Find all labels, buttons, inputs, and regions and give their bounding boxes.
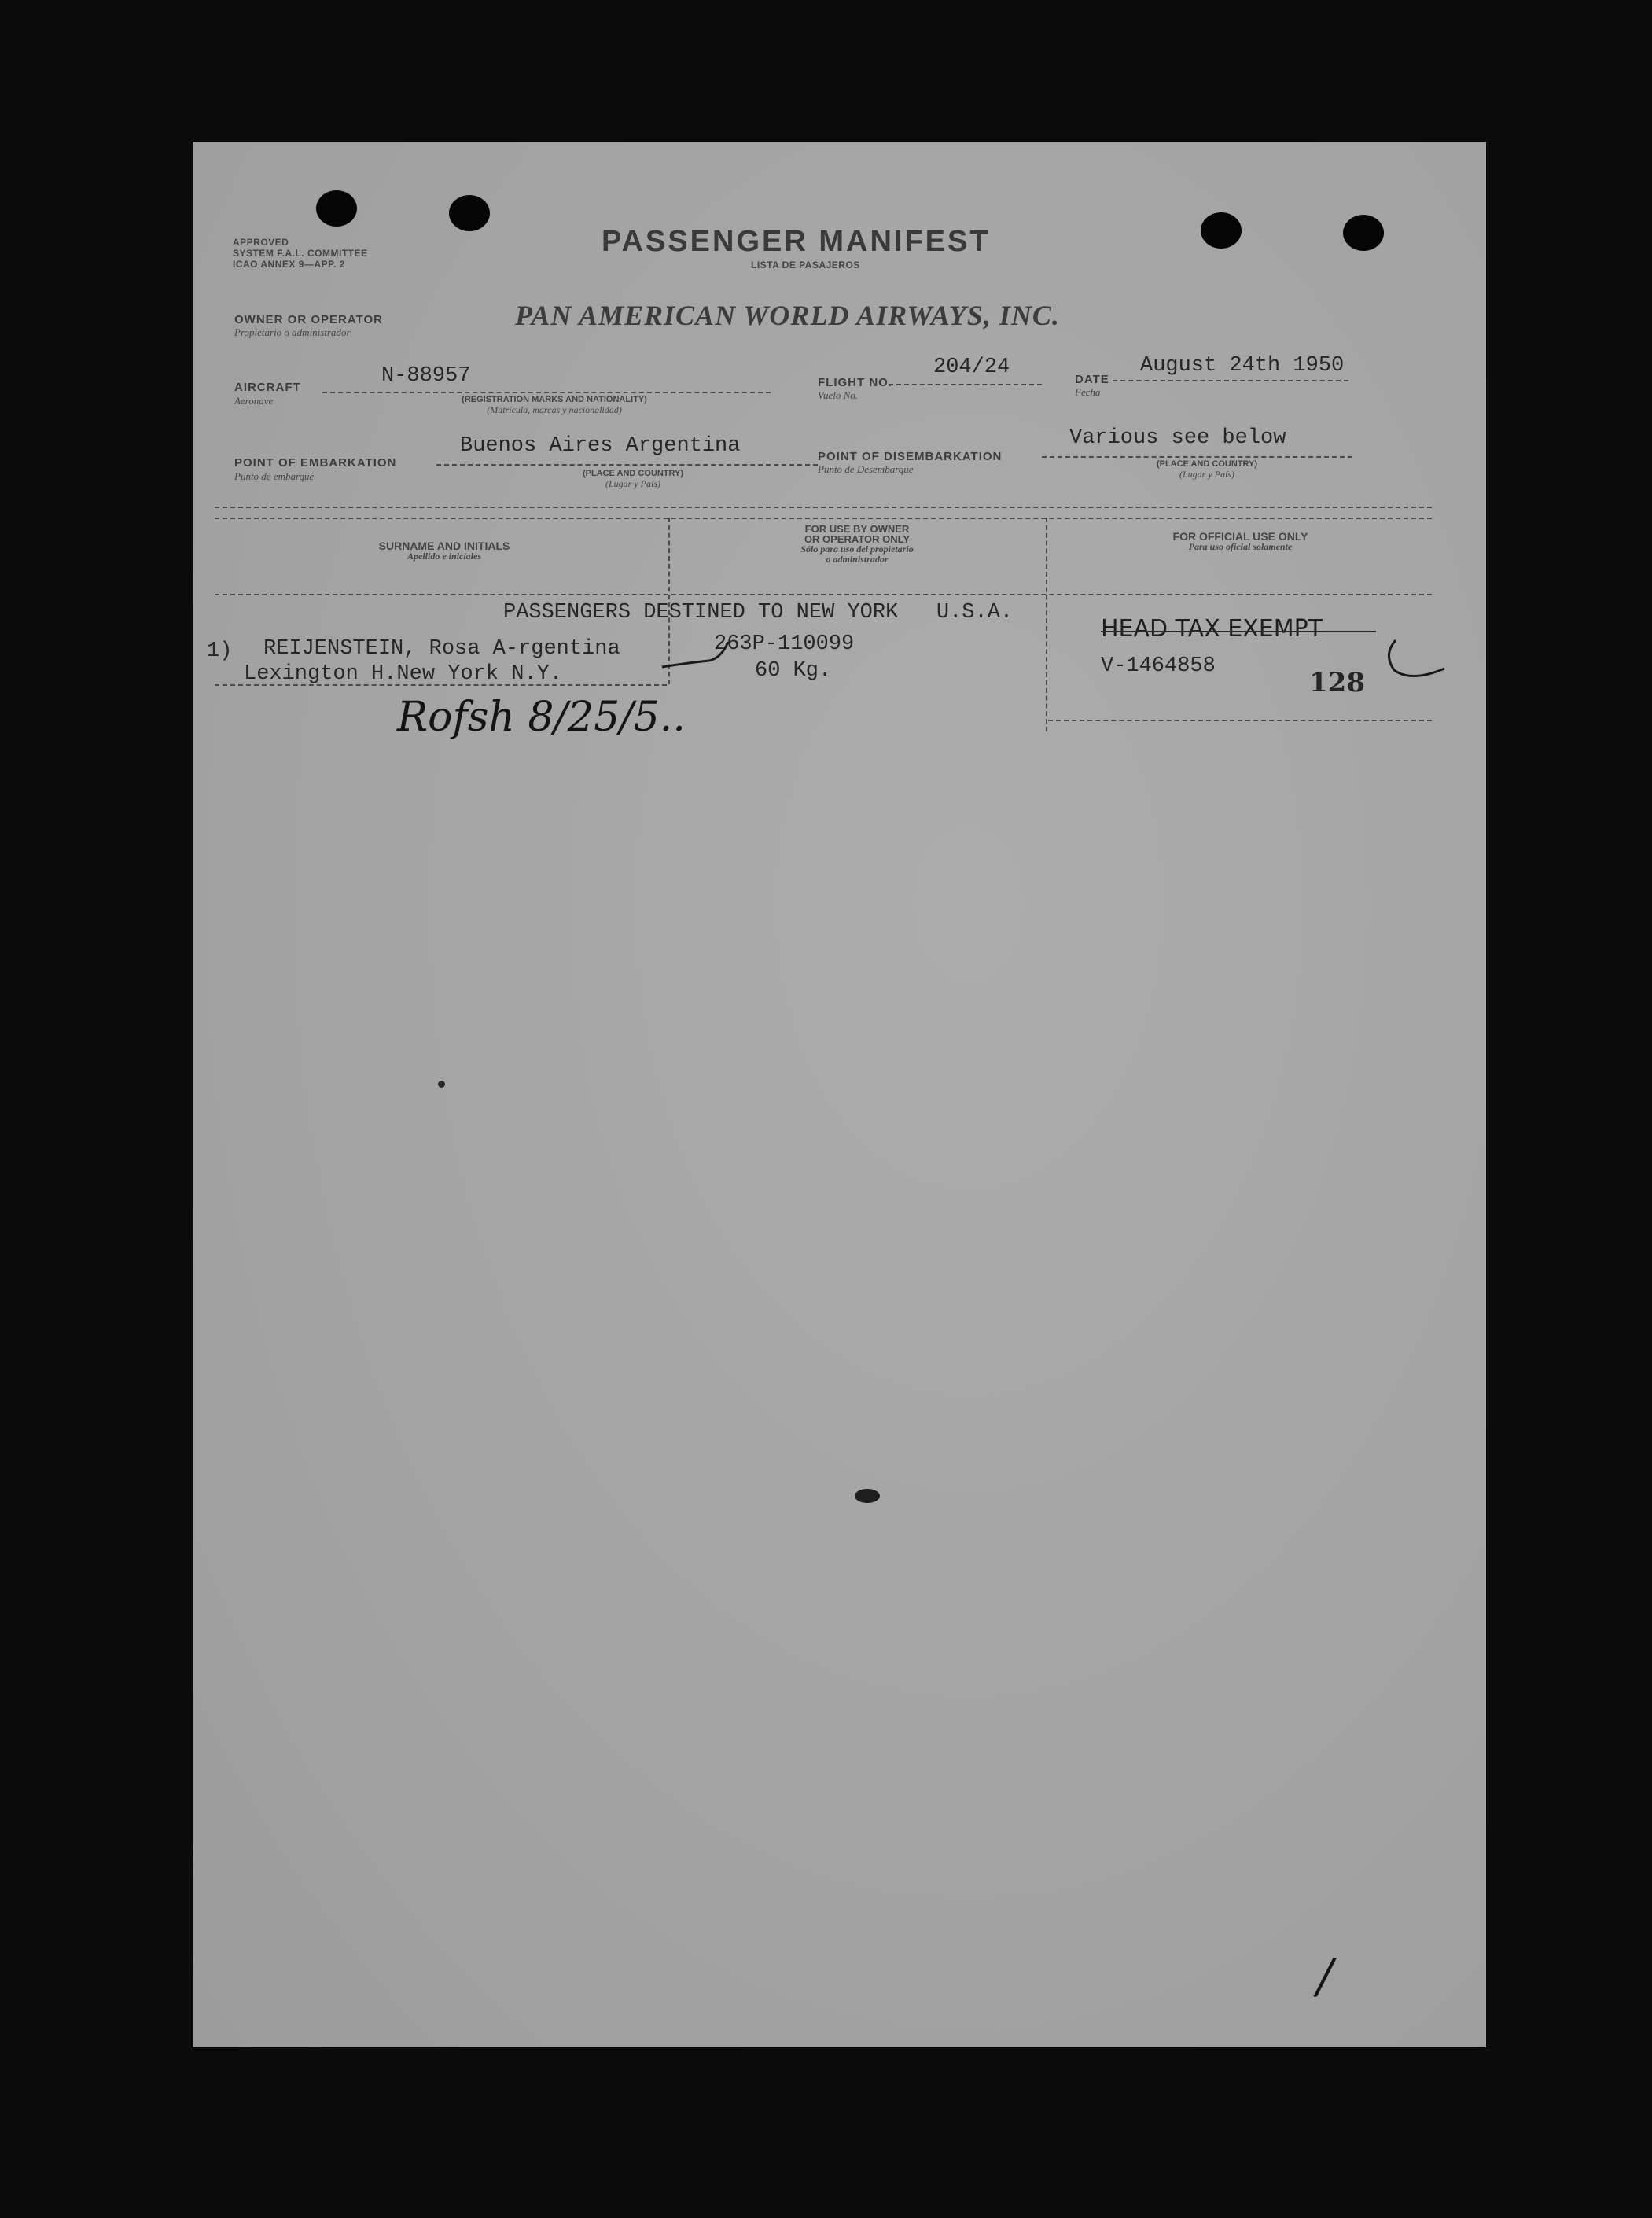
disembarkation-rule — [1042, 456, 1352, 458]
punch-hole — [1201, 212, 1242, 249]
passenger-number: 1) — [207, 639, 233, 663]
approval-block — [233, 237, 368, 270]
destination-line: PASSENGERS DESTINED TO NEW YORK U.S.A. — [503, 601, 1014, 625]
aircraft-caption: (REGISTRATION MARKS AND NATIONALITY) — [462, 395, 647, 404]
passenger-name: REIJENSTEIN, Rosa A-rgentina — [263, 637, 620, 661]
page-title-es: LISTA DE PASAJEROS — [751, 260, 860, 271]
inspector-signature: Rofsh 8/25/5.. — [397, 694, 686, 741]
surname-header — [224, 541, 664, 562]
baggage-weight: 60 Kg. — [755, 659, 832, 683]
disembarkation-label-es: Punto de Desembarque — [818, 463, 914, 475]
date-rule — [1113, 380, 1348, 381]
embarkation-label: POINT OF EMBARKATION — [234, 456, 397, 470]
official-check-mark — [1372, 637, 1451, 692]
page-mark: / — [1317, 1949, 1334, 2004]
disembarkation-caption: (PLACE AND COUNTRY) — [1156, 459, 1258, 469]
embarkation-caption: (PLACE AND COUNTRY) — [582, 469, 684, 478]
owner-label: OWNER OR OPERATOR — [234, 313, 383, 326]
embarkation-caption-es: (Lugar y País) — [605, 478, 660, 489]
approval-line-1: APPROVED — [233, 237, 289, 248]
column-divider — [1046, 518, 1047, 731]
punch-hole — [316, 190, 357, 227]
paper-spot — [438, 1081, 445, 1088]
disembarkation-caption-es: (Lugar y País) — [1179, 469, 1234, 480]
date-label-es: Fecha — [1075, 386, 1101, 398]
table-top-rule — [215, 507, 1432, 508]
embarkation-value: Buenos Aires Argentina — [460, 434, 741, 458]
table-header-rule — [215, 594, 1432, 595]
embarkation-label-es: Punto de embarque — [234, 470, 315, 482]
official-number: 128 — [1309, 667, 1365, 698]
tick-mark — [660, 637, 731, 676]
row-rule — [1048, 720, 1432, 721]
paper-spot — [855, 1489, 880, 1503]
aircraft-rule — [322, 392, 771, 393]
official-use-header — [1050, 532, 1431, 552]
official-use-label-es: Para uso oficial solamente — [1188, 541, 1293, 552]
owner-label-es: Propietario o administrador — [234, 326, 351, 338]
owner-use-es-1: Sólo para uso del propietario — [800, 543, 914, 554]
date-label: DATE — [1075, 373, 1109, 386]
table-top-rule — [215, 518, 1432, 519]
aircraft-label: AIRCRAFT — [234, 381, 301, 394]
flight-value: 204/24 — [933, 356, 1010, 379]
flight-label-es: Vuelo No. — [818, 389, 859, 401]
punch-hole — [449, 195, 490, 231]
visa-number: V-1464858 — [1101, 654, 1216, 678]
punch-hole — [1343, 215, 1384, 251]
passenger-address: Lexington H.New York N.Y. — [244, 662, 563, 686]
ticket-number: 263P-110099 — [714, 632, 855, 656]
aircraft-value: N-88957 — [381, 364, 471, 388]
surname-header-label-es: Apellido e iniciales — [407, 551, 481, 562]
embarkation-rule — [436, 464, 818, 466]
official-use-label: FOR OFFICIAL USE ONLY — [1172, 530, 1308, 543]
stamp-strikethrough — [1101, 631, 1376, 632]
page-title: PASSENGER MANIFEST — [602, 225, 991, 258]
flight-rule — [889, 384, 1042, 385]
approval-line-3: ICAO ANNEX 9—APP. 2 — [233, 259, 345, 270]
head-tax-stamp: HEAD TAX EXEMPT — [1101, 615, 1323, 643]
disembarkation-label: POINT OF DISEMBARKATION — [818, 450, 1003, 463]
aircraft-label-es: Aeronave — [234, 395, 274, 407]
flight-label: FLIGHT NO. — [818, 376, 892, 389]
surname-header-label: SURNAME AND INITIALS — [378, 540, 510, 552]
company-name: PAN AMERICAN WORLD AIRWAYS, INC. — [515, 300, 1060, 331]
disembarkation-value: Various see below — [1069, 426, 1286, 450]
aircraft-caption-es: (Matrícula, marcas y nacionalidad) — [487, 404, 622, 415]
owner-use-line-2: OR OPERATOR ONLY — [804, 533, 911, 545]
owner-use-line-1: FOR USE BY OWNER — [804, 523, 910, 535]
approval-line-2: SYSTEM F.A.L. COMMITTEE — [233, 248, 368, 259]
owner-use-header — [672, 524, 1042, 565]
date-value: August 24th 1950 — [1140, 354, 1345, 378]
manifest-sheet — [193, 142, 1486, 2047]
owner-use-es-2: o administrador — [826, 554, 889, 565]
